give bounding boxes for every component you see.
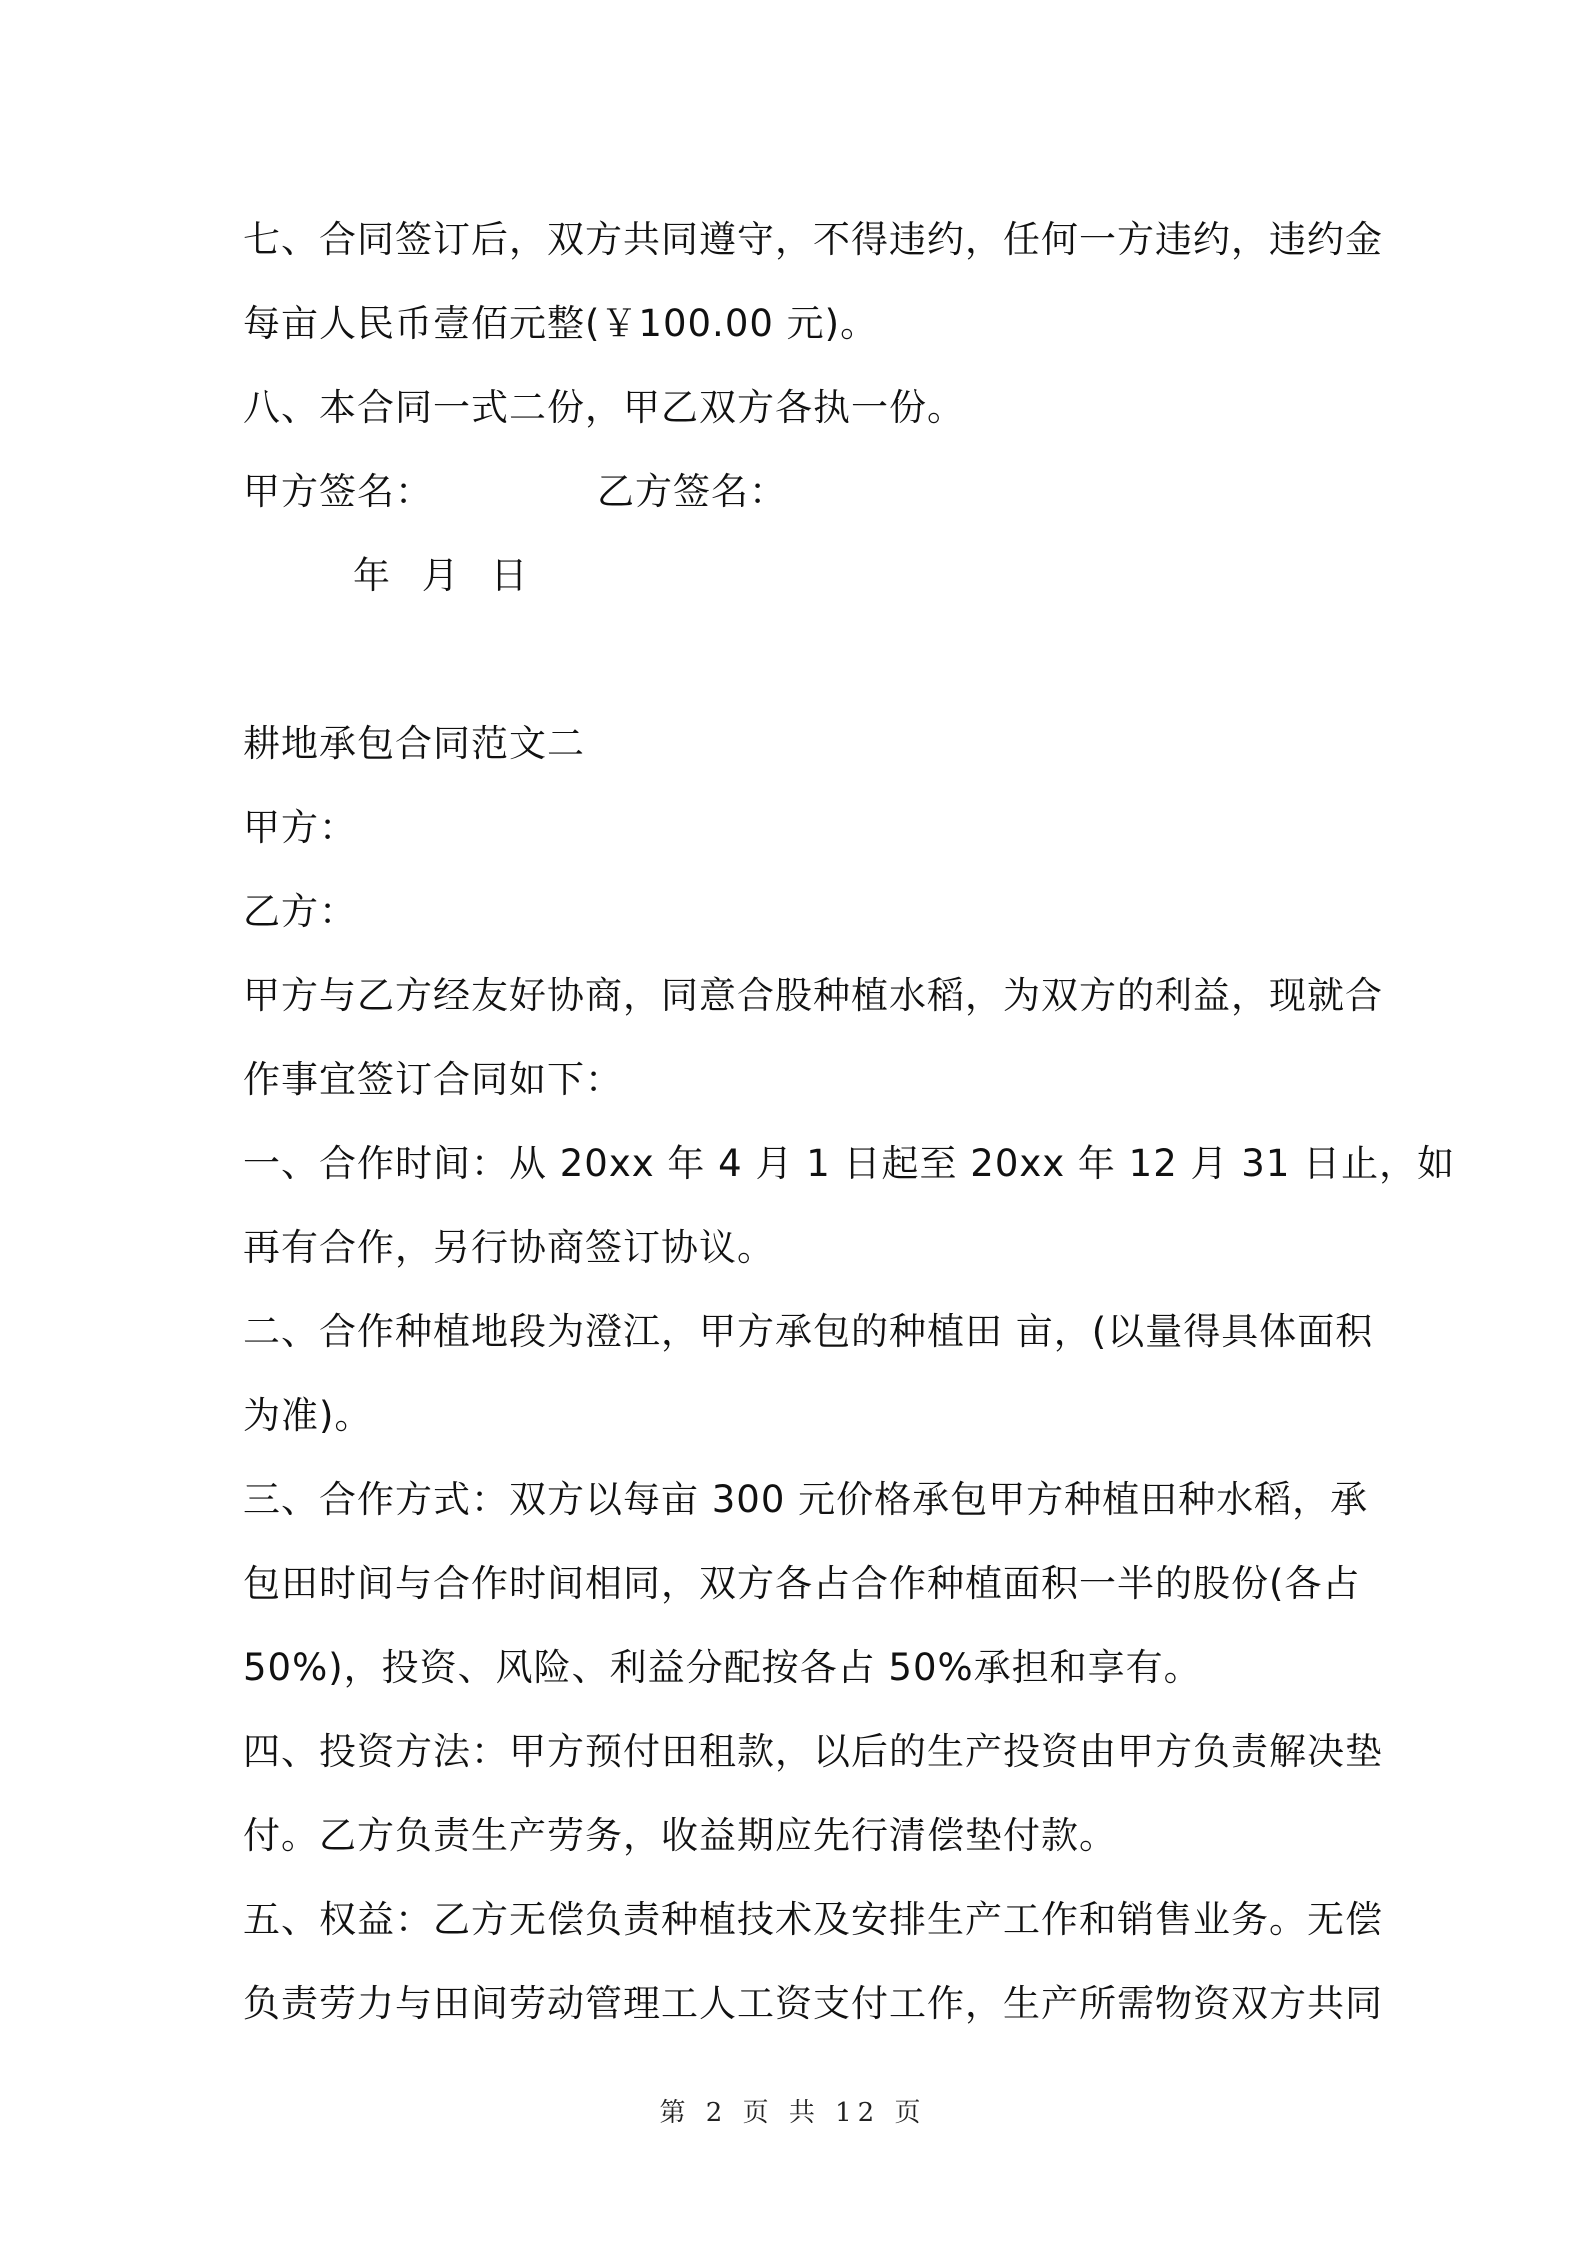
date-year-label: 年	[353, 554, 391, 597]
paragraph-line: 四、投资方法：甲方预付田租款，以后的生产投资由甲方负责解决垫	[243, 1730, 1383, 1773]
paragraph-line: 一、合作时间：从 20xx 年 4 月 1 日起至 20xx 年 12 月 31 日止，如	[243, 1142, 1456, 1185]
paragraph-line: 付。乙方负责生产劳务，收益期应先行清偿垫付款。	[243, 1814, 1117, 1857]
signature-row	[243, 450, 1363, 534]
paragraph-line: 七、合同签订后，双方共同遵守，不得违约，任何一方违约，违约金	[243, 218, 1383, 261]
paragraph-line: 50%)，投资、风险、利益分配按各占 50%承担和享有。	[243, 1646, 1202, 1689]
paragraph-line: 二、合作种植地段为澄江，甲方承包的种植田 亩，(以量得具体面积	[243, 1310, 1374, 1353]
paragraph-line: 为准)。	[243, 1394, 373, 1437]
party-b-signature-label: 乙方签名：	[597, 470, 787, 513]
paragraph-line: 再有合作，另行协商签订协议。	[243, 1226, 775, 1269]
paragraph-line: 三、合作方式：双方以每亩 300 元价格承包甲方种植田种水稻，承	[243, 1478, 1369, 1521]
paragraph-line: 每亩人民币壹佰元整(￥100.00 元)。	[243, 302, 879, 345]
paragraph-line: 作事宜签订合同如下：	[243, 1058, 623, 1101]
paragraph-line: 甲方与乙方经友好协商，同意合股种植水稻，为双方的利益，现就合	[243, 974, 1383, 1017]
date-month-label: 月	[421, 554, 460, 597]
date-line	[243, 534, 1363, 618]
party-b-line: 乙方：	[243, 890, 357, 933]
paragraph-line: 负责劳力与田间劳动管理工人工资支付工作，生产所需物资双方共同	[243, 1982, 1383, 2025]
date-day-label: 日	[490, 554, 529, 597]
page-number-footer: 第 2 页 共 12 页	[659, 2098, 927, 2128]
section-title: 耕地承包合同范文二	[243, 722, 585, 765]
party-a-signature-label: 甲方签名：	[243, 470, 433, 513]
document-body	[243, 198, 1456, 2046]
party-a-line: 甲方：	[243, 806, 357, 849]
paragraph-line: 五、权益：乙方无偿负责种植技术及安排生产工作和销售业务。无偿	[243, 1898, 1383, 1941]
section-gap	[243, 618, 1363, 702]
paragraph-line: 八、本合同一式二份，甲乙双方各执一份。	[243, 386, 965, 429]
paragraph-line: 包田时间与合作时间相同，双方各占合作种植面积一半的股份(各占	[243, 1562, 1361, 1605]
